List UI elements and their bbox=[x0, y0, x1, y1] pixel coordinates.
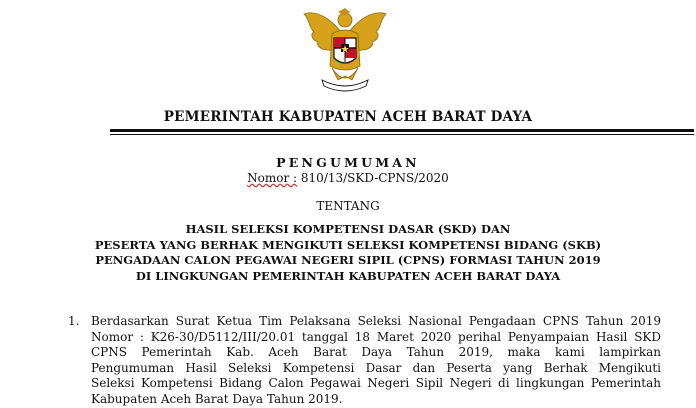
paragraph-line: Pengumuman Hasil Seleksi Kompetensi Dasar dan Peserta yang Berhak Mengikuti bbox=[91, 360, 661, 375]
body-paragraph bbox=[91, 314, 661, 408]
announcement-heading: PENGUMUMAN bbox=[276, 155, 420, 170]
paragraph-line: Kabupaten Aceh Barat Daya Tahun 2019. bbox=[91, 391, 343, 406]
paragraph-line: Nomor : K26-30/D5112/III/20.01 tanggal 18 Maret 2020 perihal Penyampaian Hasil SKD bbox=[91, 329, 661, 344]
list-item-number: 1. bbox=[68, 314, 80, 328]
header-rule-thick bbox=[110, 129, 694, 132]
paragraph-line: CPNS Pemerintah Kab. Aceh Barat Daya Tahun 2019, maka kami lampirkan bbox=[91, 345, 661, 360]
number-label: Nomor : bbox=[247, 171, 298, 185]
subject-line: PESERTA YANG BERHAK MENGIKUTI SELEKSI KOMPETENSI BIDANG (SKB) bbox=[94, 237, 602, 252]
garuda-emblem-icon bbox=[300, 6, 390, 94]
paragraph-line: Seleksi Kompetensi Bidang Calon Pegawai Negeri Sipil Negeri di lingkungan Pemerintah bbox=[91, 376, 661, 391]
government-title: PEMERINTAH KABUPATEN ACEH BARAT DAYA bbox=[163, 109, 533, 125]
number-value: 810/13/SKD-CPNS/2020 bbox=[297, 171, 449, 185]
subject-line: HASIL SELEKSI KOMPETENSI DASAR (SKD) DAN bbox=[185, 222, 511, 236]
paragraph-line: Berdasarkan Surat Ketua Tim Pelaksana Seleksi Nasional Pengadaan CPNS Tahun 2019 bbox=[91, 314, 661, 328]
about-label: TENTANG bbox=[316, 199, 380, 213]
announcement-subject bbox=[0, 222, 696, 284]
announcement-number bbox=[0, 171, 696, 185]
subject-line: DI LINGKUNGAN PEMERINTAH KABUPATEN ACEH BARAT DAYA bbox=[135, 268, 561, 283]
header-rule-thin bbox=[110, 134, 694, 135]
subject-line: PENGADAAN CALON PEGAWAI NEGERI SIPIL (CPNS) FORMASI TAHUN 2019 bbox=[95, 253, 601, 267]
